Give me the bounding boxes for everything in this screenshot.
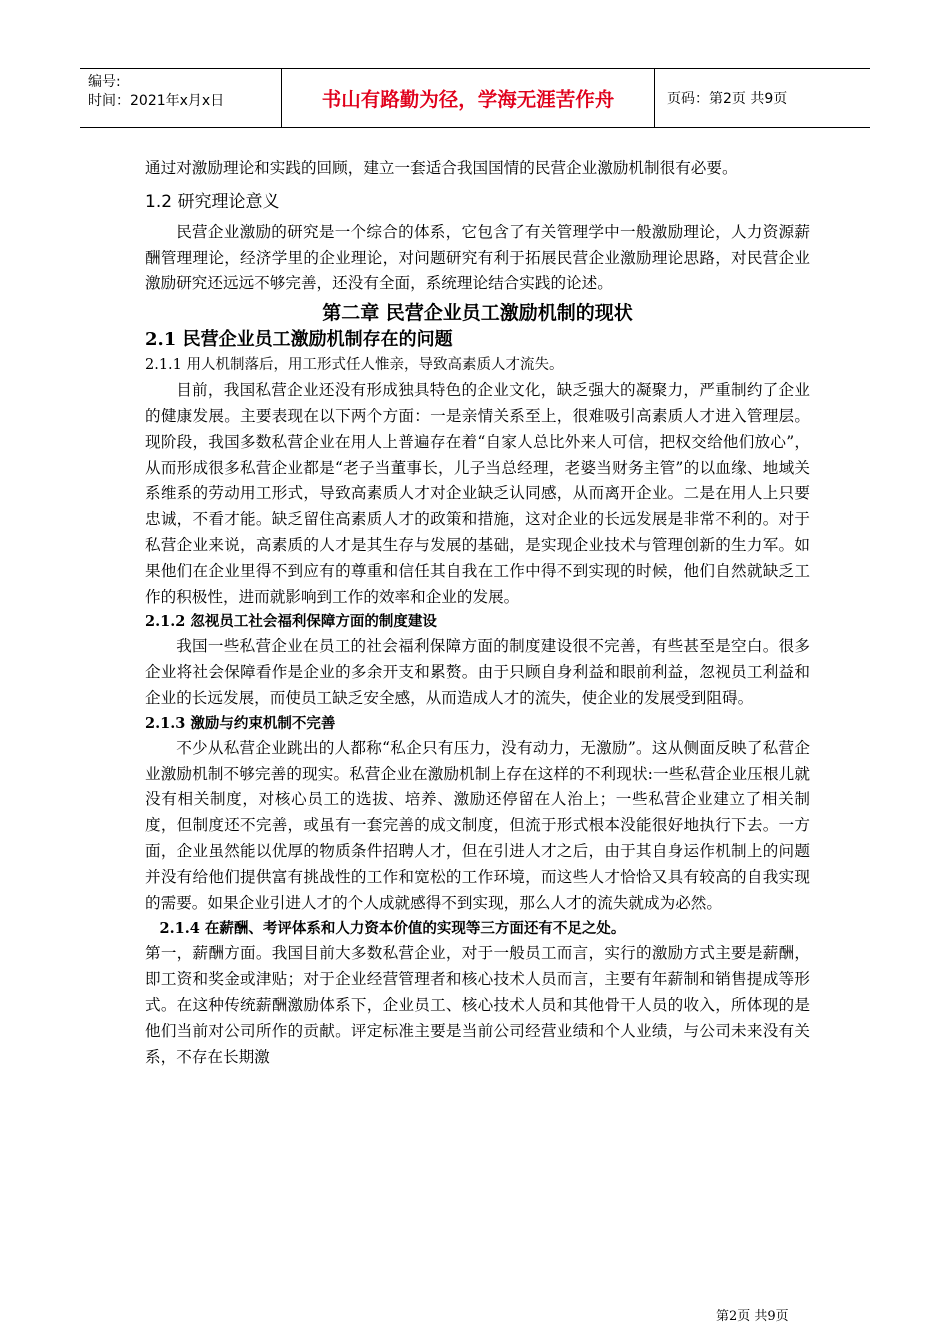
paragraph-salary: 第一，薪酬方面。我国目前大多数私营企业，对于一般员工而言，实行的激励方式主要是薪酬，即工资和奖金或津贴；对于企业经营管理者和核心技术人员而言，主要有年薪制和销售提成等形式。在这种传统薪酬激励体系下，企业员工、核心技术人员和其他骨干人员的收入，所体现的是他们当前对公司所作的贡献。评定标准主要是当前公司经营业绩和个人业绩，与公司未来没有关系，不存在长期激 (145, 944, 810, 1066)
paragraph-theory-significance: 民营企业激励的研究是一个综合的体系，它包含了有关管理学中一般激励理论，人力资源薪酬管理理论，经济学里的企业理论，对问题研究有利于拓展民营企业激励理论思路，对民营企业激励研究还远远不够完善，还没有全面，系统理论结合实践的论述。 (145, 222, 810, 293)
document-body (145, 156, 810, 1070)
paragraph-hiring-mechanism: 目前，我国私营企业还没有形成独具特色的企业文化，缺乏强大的凝聚力，严重制约了企业的健康发展。主要表现在以下两个方面：一是亲情关系至上，很难吸引高素质人才进入管理层。现阶段，我国多数私营企业在用人上普遍存在着“自家人总比外来人可信，把权交给他们放心”，从而形成很多私营企业都是“老子当董事长，儿子当总经理，老婆当财务主管”的以血缘、地域关系维系的劳动用工形式，导致高素质人才对企业缺乏认同感，从而离开企业。二是在用人上只要忠诚，不看才能。缺乏留住高素质人才的政策和措施，这对企业的长远发展是非常不利的。对于私营企业来说，高素质的人才是其生存与发展的基础，是实现企业技术与管理创新的生力军。如果他们在企业里得不到应有的尊重和信任其自我在工作中得不到实现的时候，他们自然就缺乏工作的积极性，进而就影响到工作的效率和企业的发展。 (145, 381, 810, 606)
page-header (80, 68, 870, 128)
subsection-heading-2-1-4: 2.1.4 在薪酬、考评体系和人力资本价值的实现等三方面还有不足之处。 (159, 920, 626, 938)
chapter-title: 第二章 民营企业员工激励机制的现状 (322, 302, 633, 325)
subsection-heading-2-1-1: 2.1.1 用人机制落后，用工形式任人惟亲，导致高素质人才流失。 (145, 357, 564, 374)
subsection-heading-2-1-3: 2.1.3 激励与约束机制不完善 (145, 714, 336, 732)
paragraph-intro-continued: 通过对激励理论和实践的回顾，建立一套适合我国国情的民营企业激励机制很有必要。 (145, 159, 738, 177)
paragraph-incentive-constraint: 不少从私营企业跳出的人都称“私企只有压力，没有动力，无激励”。这从侧面反映了私营企业激励机制不够完善的现实。私营企业在激励机制上存在这样的不利现状:一些私营企业压根儿就没有相关制度，对核心员工的选拔、培养、激励还停留在人治上；一些私营企业建立了相关制度，但制度还不完善，或虽有一套完善的成文制度，但流于形式根本没能很好地执行下去。一方面，企业虽然能以优厚的物质条件招聘人才，但在引进人才之后，由于其自身运作机制上的问题并没有给他们提供富有挑战性的工作和宽松的工作环境，而这些人才恰恰又具有较高的自我实现的需要。如果企业引进人才的个人成就感得不到实现，那么人才的流失就成为必然。 (145, 738, 810, 912)
header-motto: 书山有路勤为径，学海无涯苦作舟 (282, 69, 655, 127)
header-meta (80, 69, 282, 127)
document-number-label: 编号: (88, 74, 121, 90)
page-footer: 第2页 共9页 (716, 1309, 789, 1324)
subsection-heading-2-1-2: 2.1.2 忽视员工社会福利保障方面的制度建设 (145, 613, 437, 631)
section-heading-2-1: 2.1 民营企业员工激励机制存在的问题 (145, 329, 453, 351)
header-page-label: 页码：第2页 共9页 (667, 91, 788, 107)
document-time-label: 时间：2021年x月x日 (88, 93, 225, 109)
paragraph-welfare: 我国一些私营企业在员工的社会福利保障方面的制度建设很不完善，有些甚至是空白。很多企业将社会保障看作是企业的多余开支和累赘。由于只顾自身利益和眼前利益，忽视员工利益和企业的长远发展，而使员工缺乏安全感，从而造成人才的流失，使企业的发展受到阻碍。 (145, 637, 810, 707)
section-heading-1-2: 1.2 研究理论意义 (145, 191, 280, 212)
